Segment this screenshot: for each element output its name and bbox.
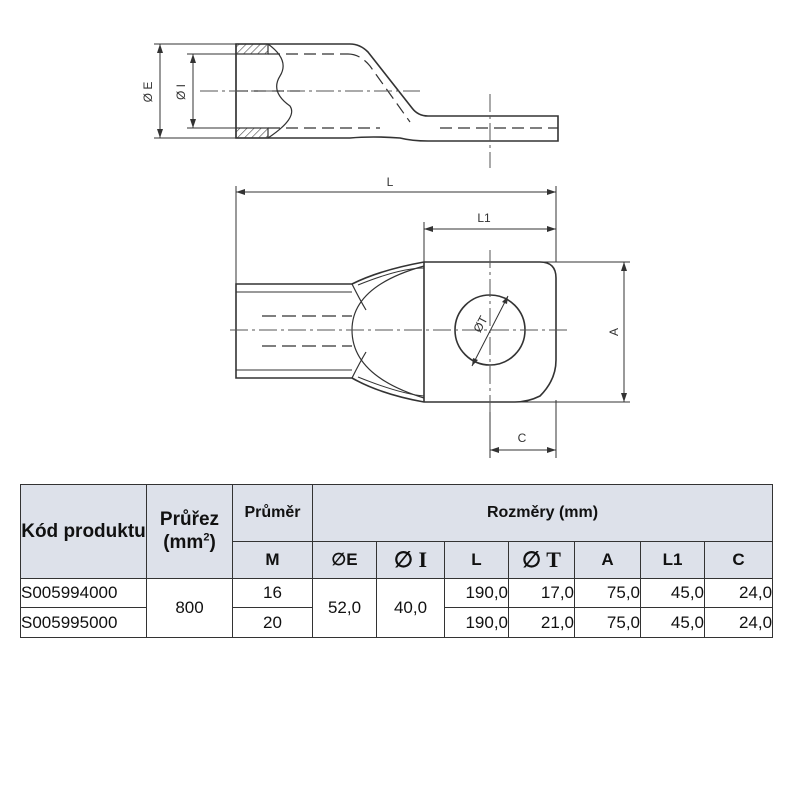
cell-a: 75,0 — [575, 608, 641, 638]
header-section-close: ) — [209, 532, 216, 554]
cell-c: 24,0 — [705, 578, 773, 608]
dim-label-a: A — [607, 327, 621, 337]
cell-m: 16 — [233, 578, 313, 608]
cell-t: 21,0 — [509, 608, 575, 638]
side-view — [154, 44, 558, 168]
header-dimensions: Rozměry (mm) — [313, 485, 773, 542]
cell-a: 75,0 — [575, 578, 641, 608]
dim-label-c: C — [517, 431, 527, 445]
header-t: ∅ T — [509, 542, 575, 579]
dim-label-i: Ø I — [174, 83, 188, 101]
header-l: L — [445, 542, 509, 579]
cell-i: 40,0 — [377, 578, 445, 637]
header-section-unit: (mm — [163, 532, 204, 554]
dim-label-e: Ø E — [141, 81, 155, 103]
dim-label-l: L — [386, 175, 394, 189]
spec-table — [20, 484, 773, 638]
header-code: Kód produktu — [21, 485, 147, 579]
cell-section: 800 — [147, 578, 233, 637]
header-c: C — [705, 542, 773, 579]
header-i: ∅ I — [377, 542, 445, 579]
header-a: A — [575, 542, 641, 579]
cell-l: 190,0 — [445, 578, 509, 608]
dim-label-t: ØT — [470, 313, 491, 335]
header-l1: L1 — [641, 542, 705, 579]
cell-c: 24,0 — [705, 608, 773, 638]
header-e: ∅E — [313, 542, 377, 579]
cell-l: 190,0 — [445, 608, 509, 638]
header-diameter: Průměr — [233, 485, 313, 542]
dim-label-l1: L1 — [477, 211, 491, 225]
header-m: M — [233, 542, 313, 579]
cell-t: 17,0 — [509, 578, 575, 608]
top-view — [230, 186, 630, 458]
cell-m: 20 — [233, 608, 313, 638]
cell-l1: 45,0 — [641, 578, 705, 608]
cell-e: 52,0 — [313, 578, 377, 637]
table-row — [21, 578, 773, 608]
header-section-sup: 2 — [203, 532, 210, 545]
header-section-label: Průřez — [159, 508, 220, 530]
cell-code: S005994000 — [21, 578, 147, 608]
cell-l1: 45,0 — [641, 608, 705, 638]
header-section — [147, 485, 233, 579]
cell-code: S005995000 — [21, 608, 147, 638]
